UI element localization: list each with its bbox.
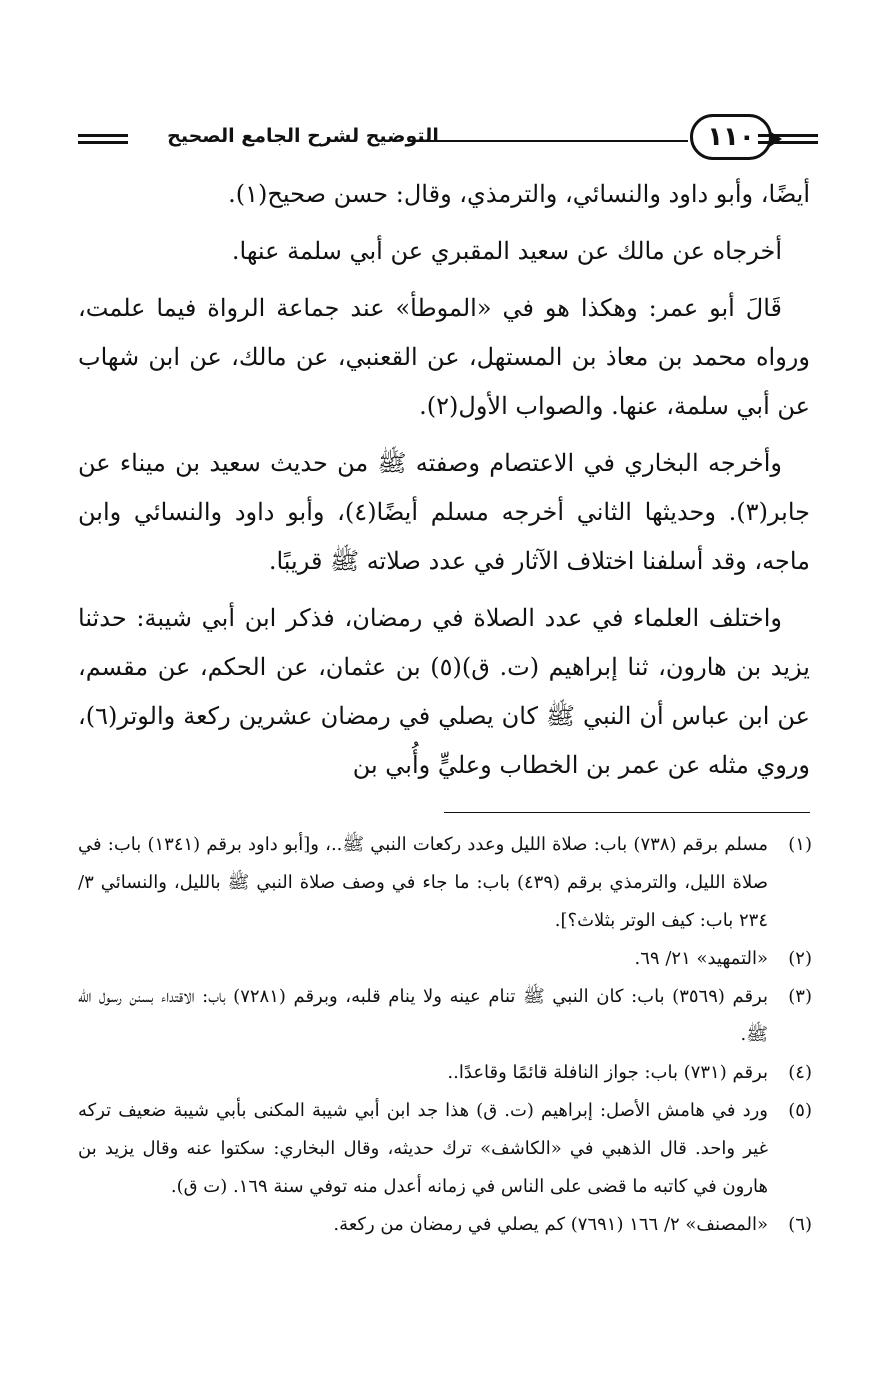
footnote-number: (٣) [788, 986, 812, 1007]
header-double-rule-left [78, 134, 128, 144]
main-text [78, 170, 810, 798]
footnote-text: مسلم برقم (٧٣٨) باب: صلاة الليل وعدد ركعات النبي ﷺ..، و[أبو داود برقم (١٣٤١) باب: في صلاة الليل، والترمذي برقم (٤٣٩) باب: ما جاء في وصف صلاة النبي ﷺ بالليل، والنسائي ٣/ ٢٣٤ باب: كيف الوتر بثلاث؟]. [78, 834, 768, 931]
footnote-text: برقم (٧٣١) باب: جواز النافلة قائمًا وقاعدًا.. [447, 1062, 768, 1083]
paragraph: وأخرجه البخاري في الاعتصام وصفته ﷺ من حديث سعيد بن ميناء عن جابر(٣). وحديثها الثاني أخرجه مسلم أيضًا(٤)، وأبو داود والنسائي وابن ماجه، وقد أسلفنا اختلاف الآثار في عدد صلاته ﷺ قريبًا. [78, 449, 810, 575]
paragraph: قَالَ أبو عمر: وهكذا هو في «الموطأ» عند جماعة الرواة فيما علمت، ورواه محمد بن معاذ بن المستهل، عن القعنبي، عن مالك، عن ابن شهاب عن أبي سلمة، عنها. والصواب الأول(٢). [78, 294, 810, 420]
footnote [78, 940, 812, 978]
book-title: التوضيح لشرح الجامع الصحيح [167, 125, 439, 147]
footnote [78, 1092, 812, 1206]
footnote-number: (١) [788, 834, 812, 855]
page-number: ١١٠ [690, 114, 772, 160]
paragraph: أخرجاه عن مالك عن سعيد المقبري عن أبي سلمة عنها. [231, 237, 782, 265]
footnote [78, 826, 812, 940]
footnote [78, 978, 812, 1054]
footnote-number: (٤) [788, 1062, 812, 1083]
footnote-text: «المصنف» ٢/ ١٦٦ (٧٦٩١) كم يصلي في رمضان من ركعة. [333, 1214, 768, 1235]
running-header [78, 112, 818, 168]
footnotes [78, 826, 812, 1244]
footnote-text: «التمهيد» ٢١/ ٦٩. [634, 948, 768, 969]
footnote-number: (٢) [788, 948, 812, 969]
header-double-rule-right [758, 134, 818, 144]
footnote [78, 1054, 812, 1092]
footnote-text: برقم (٣٥٦٩) باب: كان النبي ﷺ تنام عينه ولا ينام قلبه، وبرقم (٧٢٨١) باب: الاقتداء بسنن رسول الله ﷺ. [78, 986, 768, 1045]
footnote [78, 1206, 812, 1244]
footnote-number: (٦) [788, 1214, 812, 1235]
footnote-text: ورد في هامش الأصل: إبراهيم (ت. ق) هذا جد ابن أبي شيبة المكنى بأبي شيبة ضعيف تركه غير واحد. قال الذهبي في «الكاشف» ترك حديثه، وقال البخاري: سكتوا عنه وقال يزيد بن هارون في كاتبه ما قضى على الناس في زمانه أعدل منه توفي سنة ١٦٩. (ت ق). [78, 1100, 768, 1197]
paragraph: أيضًا، وأبو داود والنسائي، والترمذي، وقال: حسن صحيح(١). [228, 180, 810, 208]
header-rule [408, 140, 688, 142]
paragraph: واختلف العلماء في عدد الصلاة في رمضان، فذكر ابن أبي شيبة: حدثنا يزيد بن هارون، ثنا إبراهيم (ت. ق)(٥) بن عثمان، عن الحكم، عن مقسم، عن ابن عباس أن النبي ﷺ كان يصلي في رمضان عشرين ركعة والوتر(٦)، وروي مثله عن عمر بن الخطاب وعليٍّ وأُبي بن [78, 604, 810, 779]
footnote-number: (٥) [788, 1100, 812, 1121]
footnote-separator [444, 812, 810, 813]
